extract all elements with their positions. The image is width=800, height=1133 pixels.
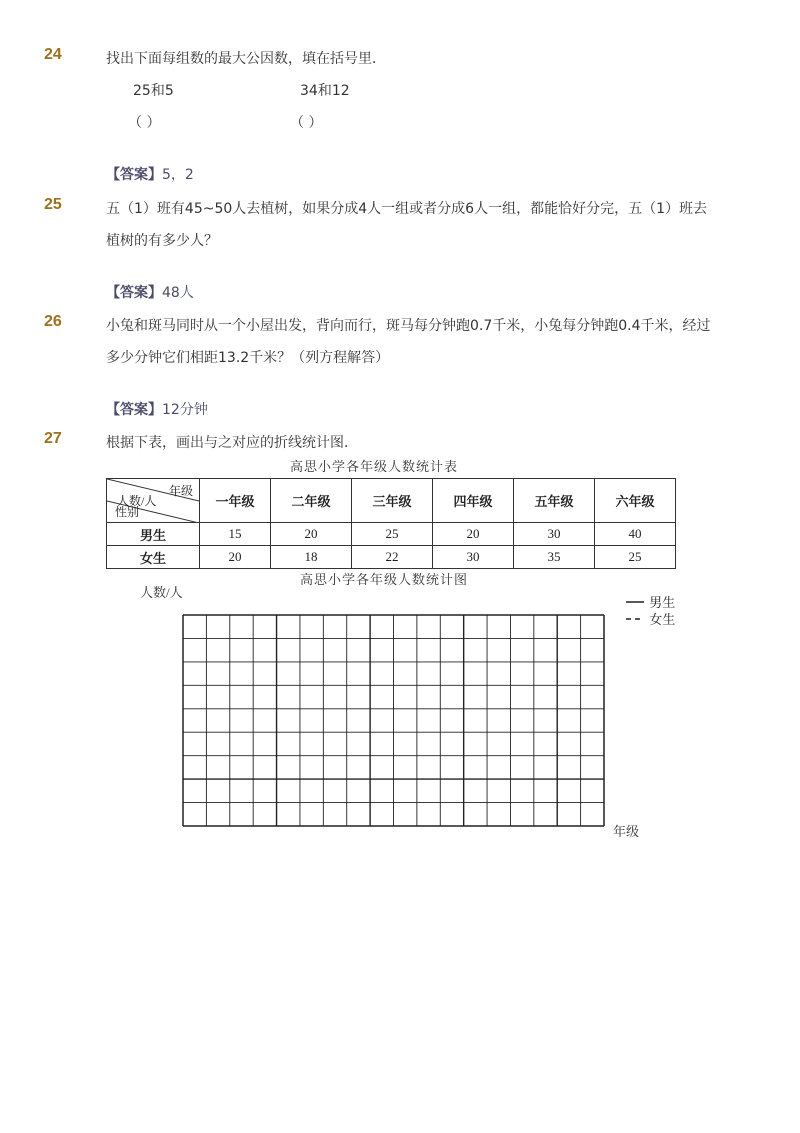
question-26-line-2: 多少分钟它们相距13.2千米？（列方程解答） bbox=[106, 350, 390, 366]
table-cell: 15 bbox=[200, 523, 271, 546]
legend-boys-label: 男生 bbox=[649, 595, 676, 610]
answer-value: 12分钟 bbox=[162, 402, 208, 418]
answer-value: 48人 bbox=[162, 285, 194, 301]
table-cell: 30 bbox=[514, 523, 595, 546]
grade-header: 三年级 bbox=[352, 479, 433, 523]
answer-24 bbox=[106, 164, 194, 184]
corner-grade-label: 年级 bbox=[168, 484, 193, 498]
answer-25 bbox=[106, 282, 194, 302]
question-24-text: 找出下面每组数的最大公因数，填在括号里． bbox=[106, 51, 386, 67]
question-27-text: 根据下表，画出与之对应的折线统计图． bbox=[106, 435, 358, 451]
table-cell: 35 bbox=[514, 546, 595, 569]
corner-count-label: 人数/人 bbox=[117, 494, 157, 508]
question-25-line-1: 五（1）班有45~50人去植树，如果分成4人一组或者分成6人一组，都能恰好分完，五（1）班去 bbox=[106, 201, 707, 217]
grade-header: 二年级 bbox=[271, 479, 352, 523]
number-pair-2: 34和12 bbox=[300, 83, 350, 99]
answer-26 bbox=[106, 399, 208, 419]
table-cell: 30 bbox=[433, 546, 514, 569]
question-number-26: 26 bbox=[44, 313, 62, 330]
table-cell: 20 bbox=[433, 523, 514, 546]
answer-blank-2[interactable]: （ ） bbox=[290, 115, 323, 131]
table-row-boys bbox=[107, 523, 676, 546]
table-cell: 20 bbox=[271, 523, 352, 546]
question-number-25: 25 bbox=[44, 196, 62, 213]
table-cell: 18 bbox=[271, 546, 352, 569]
question-number-27: 27 bbox=[44, 430, 62, 447]
question-number-24: 24 bbox=[44, 46, 62, 63]
table-cell: 22 bbox=[352, 546, 433, 569]
solid-line-icon bbox=[626, 597, 646, 607]
answer-value: 5，2 bbox=[162, 167, 194, 183]
table-title: 高思小学各年级人数统计表 bbox=[290, 459, 459, 474]
corner-gender-label: 性别 bbox=[115, 505, 140, 519]
table-cell: 40 bbox=[595, 523, 676, 546]
table-corner-cell bbox=[107, 479, 200, 523]
grade-header: 四年级 bbox=[433, 479, 514, 523]
legend-girls bbox=[626, 609, 675, 628]
grade-header: 五年级 bbox=[514, 479, 595, 523]
table-cell: 20 bbox=[200, 546, 271, 569]
statistics-table bbox=[106, 478, 676, 569]
question-25-line-2: 植树的有多少人？ bbox=[106, 233, 218, 249]
answer-tag: 【答案】 bbox=[106, 167, 162, 183]
answer-blank-1[interactable]: （ ） bbox=[128, 115, 161, 131]
table-row-girls bbox=[107, 546, 676, 569]
table-cell: 25 bbox=[352, 523, 433, 546]
dashed-line-icon bbox=[626, 614, 646, 624]
table-cell: 25 bbox=[595, 546, 676, 569]
row-label-boys: 男生 bbox=[107, 523, 200, 546]
x-axis-label: 年级 bbox=[613, 824, 640, 839]
grade-header: 一年级 bbox=[200, 479, 271, 523]
grade-header: 六年级 bbox=[595, 479, 676, 523]
row-label-girls: 女生 bbox=[107, 546, 200, 569]
y-axis-label: 人数/人 bbox=[140, 585, 183, 600]
answer-tag: 【答案】 bbox=[106, 402, 162, 418]
chart-title: 高思小学各年级人数统计图 bbox=[300, 572, 469, 587]
legend-girls-label: 女生 bbox=[649, 612, 676, 627]
question-26-line-1: 小兔和斑马同时从一个小屋出发，背向而行，斑马每分钟跑0.7千米，小兔每分钟跑0.4千米，经过 bbox=[106, 318, 711, 334]
number-pair-1: 25和5 bbox=[133, 83, 174, 99]
blank-chart-grid[interactable] bbox=[182, 614, 606, 828]
answer-tag: 【答案】 bbox=[106, 285, 162, 301]
